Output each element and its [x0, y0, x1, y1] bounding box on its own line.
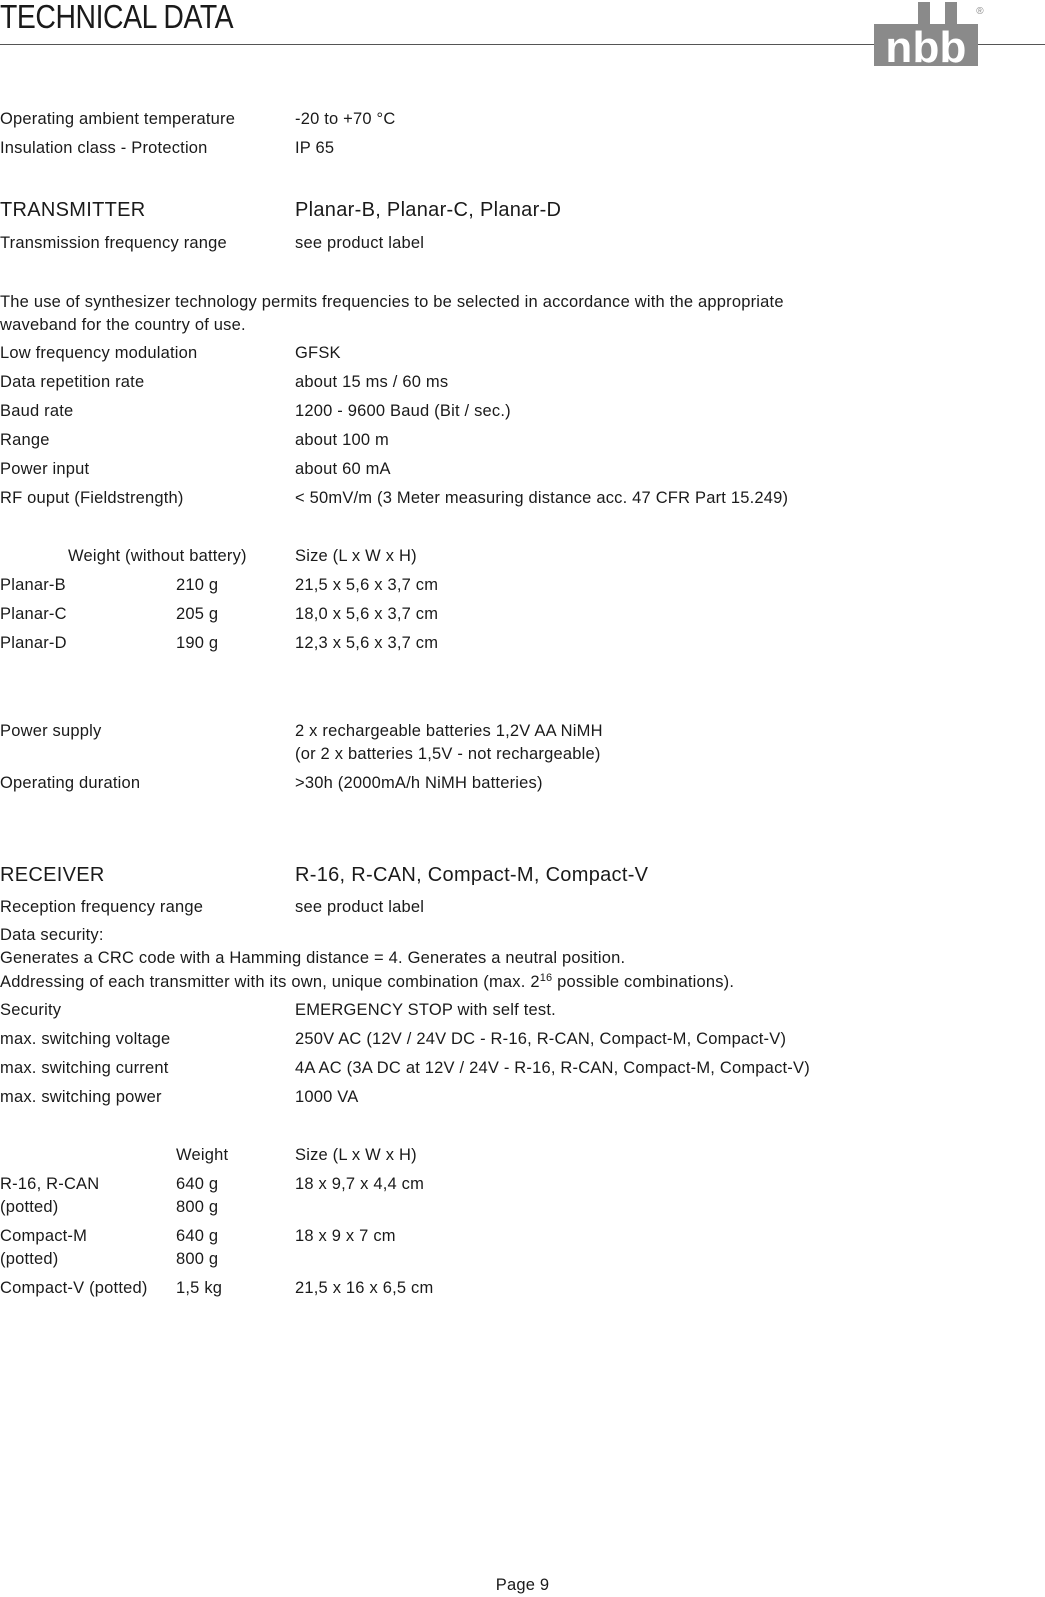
spec-label: Security: [0, 1001, 62, 1019]
spec-label: Operating duration: [0, 774, 141, 792]
spec-label: max. switching current: [0, 1059, 169, 1077]
security-exponent: 16: [539, 972, 553, 984]
spec-label: Power input: [0, 460, 90, 478]
spec-label: Range: [0, 431, 50, 449]
spec-label: Data repetition rate: [0, 373, 145, 391]
spec-label: Low frequency modulation: [0, 344, 198, 362]
table-cell-weight: 1,5 kg: [176, 1279, 223, 1297]
spec-value: about 100 m: [295, 431, 389, 449]
table-cell-weight: 800 g: [176, 1198, 219, 1216]
registered-mark: ®: [976, 6, 984, 17]
table-header-size: Size (L x W x H): [295, 1146, 417, 1164]
table-cell-size: 18 x 9,7 x 4,4 cm: [295, 1175, 425, 1193]
spec-value: about 60 mA: [295, 460, 391, 478]
page-title: TECHNICAL DATA: [0, 0, 234, 35]
spec-value: -20 to +70 °C: [295, 110, 396, 128]
table-cell-model: Planar-B: [0, 576, 66, 594]
table-cell-weight: 640 g: [176, 1175, 219, 1193]
spec-value: IP 65: [295, 139, 335, 157]
security-text: Generates a CRC code with a Hamming distance = 4. Generates a neutral position.: [0, 949, 626, 967]
spec-value: (or 2 x batteries 1,5V - not rechargeable): [295, 745, 601, 763]
security-text: [0, 972, 734, 992]
table-cell-model: Planar-C: [0, 605, 67, 623]
table-cell-model: R-16, R-CAN: [0, 1175, 100, 1193]
logo-text: nbb: [885, 23, 967, 68]
table-cell-weight: 205 g: [176, 605, 219, 623]
table-cell-model: Compact-M: [0, 1227, 88, 1245]
spec-value: about 15 ms / 60 ms: [295, 373, 449, 391]
spec-value: 2 x rechargeable batteries 1,2V AA NiMH: [295, 722, 603, 740]
table-cell-size: 12,3 x 5,6 x 3,7 cm: [295, 634, 439, 652]
table-cell-model: Compact-V (potted): [0, 1279, 148, 1297]
spec-value: < 50mV/m (3 Meter measuring distance acc. 47 CFR Part 15.249): [295, 489, 789, 507]
nbb-logo: [874, 2, 986, 73]
spec-label: Baud rate: [0, 402, 74, 420]
table-cell-model: (potted): [0, 1250, 59, 1268]
spec-label: RF ouput (Fieldstrength): [0, 489, 184, 507]
transmitter-heading: TRANSMITTER: [0, 199, 146, 221]
table-cell-weight: 190 g: [176, 634, 219, 652]
security-text-pre: Addressing of each transmitter with its own, unique combination (max. 2: [0, 973, 540, 991]
spec-value: see product label: [295, 234, 425, 252]
spec-value: >30h (2000mA/h NiMH batteries): [295, 774, 543, 792]
table-cell-size: 21,5 x 16 x 6,5 cm: [295, 1279, 434, 1297]
spec-label: Operating ambient temperature: [0, 110, 236, 128]
table-cell-weight: 640 g: [176, 1227, 219, 1245]
spec-value: EMERGENCY STOP with self test.: [295, 1001, 556, 1019]
table-cell-weight: 210 g: [176, 576, 219, 594]
table-cell-size: 18 x 9 x 7 cm: [295, 1227, 396, 1245]
spec-value: 1200 - 9600 Baud (Bit / sec.): [295, 402, 511, 420]
table-cell-size: 18,0 x 5,6 x 3,7 cm: [295, 605, 439, 623]
spec-value: 4A AC (3A DC at 12V / 24V - R-16, R-CAN, Compact-M, Compact-V): [295, 1059, 810, 1077]
table-cell-model: (potted): [0, 1198, 59, 1216]
spec-value: see product label: [295, 898, 425, 916]
spec-value: 1000 VA: [295, 1088, 359, 1106]
security-heading: Data security:: [0, 926, 104, 944]
spec-label: max. switching voltage: [0, 1030, 171, 1048]
receiver-models: R-16, R-CAN, Compact-M, Compact-V: [295, 864, 649, 886]
table-header-size: Size (L x W x H): [295, 547, 417, 565]
receiver-heading: RECEIVER: [0, 864, 105, 886]
spec-label: Power supply: [0, 722, 102, 740]
table-header-weight: Weight: [176, 1146, 229, 1164]
spec-label: Transmission frequency range: [0, 234, 227, 252]
spec-value: GFSK: [295, 344, 341, 362]
security-text-post: possible combinations).: [552, 973, 735, 991]
spec-label: Insulation class - Protection: [0, 139, 208, 157]
table-cell-weight: 800 g: [176, 1250, 219, 1268]
transmitter-note: The use of synthesizer technology permits frequencies to be selected in accordance with the appropriate waveband for the country of use.: [0, 293, 784, 334]
spec-label: max. switching power: [0, 1088, 162, 1106]
transmitter-models: Planar-B, Planar-C, Planar-D: [295, 199, 562, 221]
table-cell-size: 21,5 x 5,6 x 3,7 cm: [295, 576, 439, 594]
spec-value: 250V AC (12V / 24V DC - R-16, R-CAN, Compact-M, Compact-V): [295, 1030, 787, 1048]
page-number: Page 9: [495, 1576, 550, 1594]
spec-label: Reception frequency range: [0, 898, 204, 916]
table-cell-model: Planar-D: [0, 634, 67, 652]
table-header-weight: Weight (without battery): [68, 547, 247, 565]
